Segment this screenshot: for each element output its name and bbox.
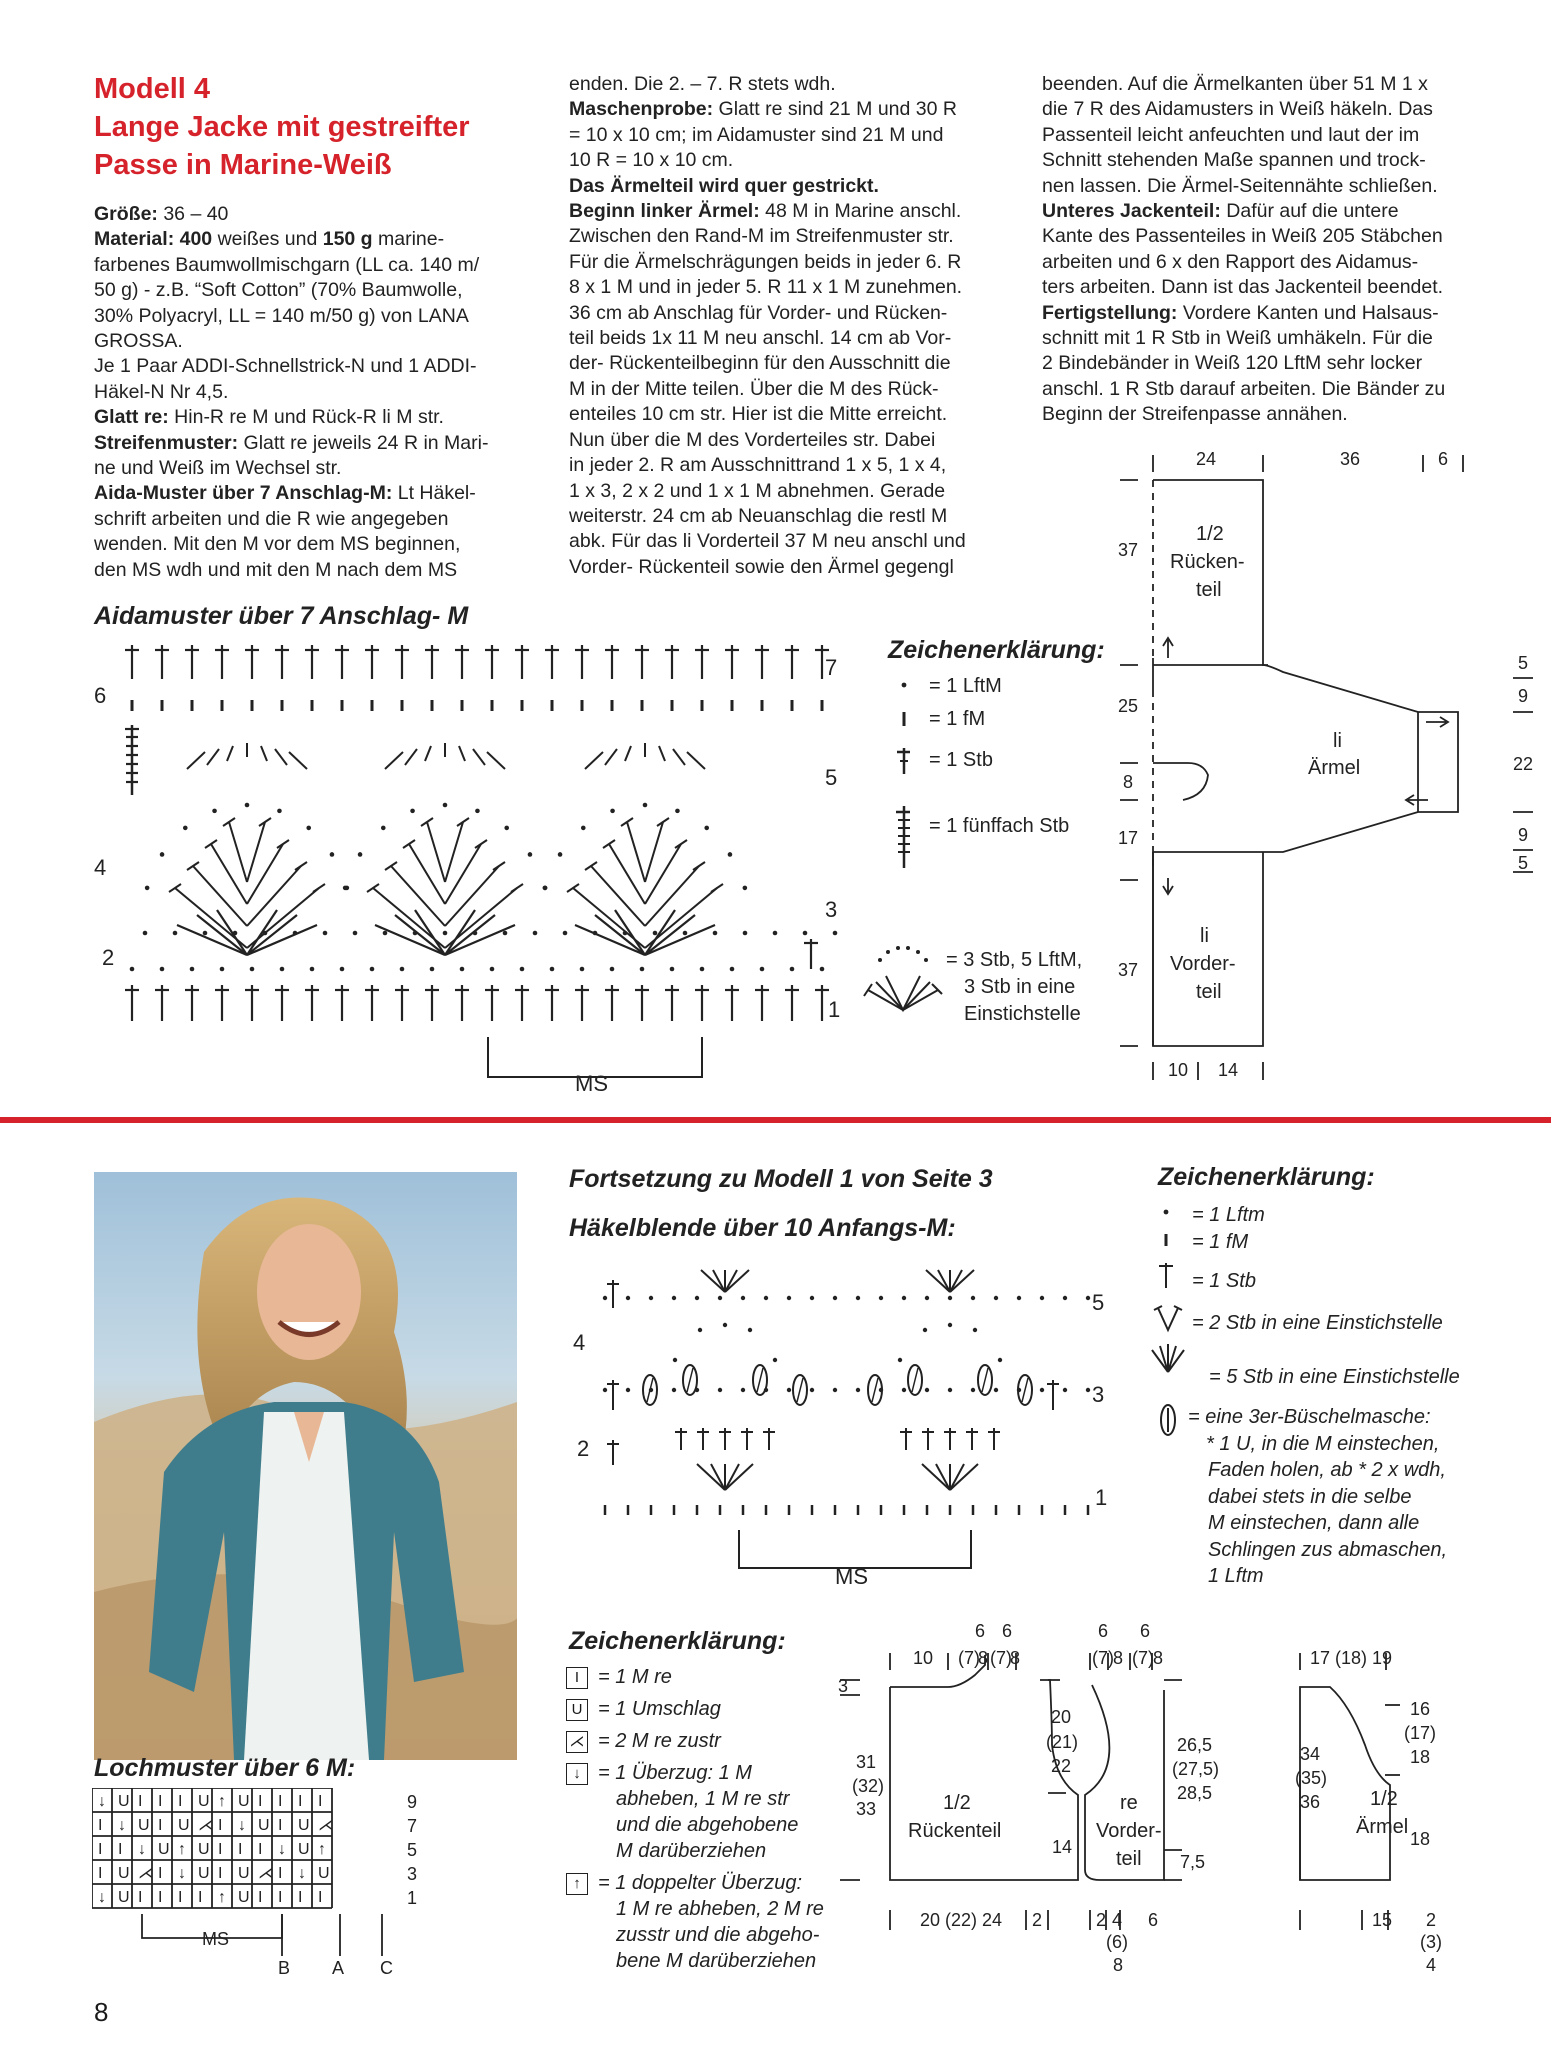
ms-label: MS [575,1071,608,1096]
svg-text:I: I [178,1793,183,1810]
grid-label: MS [202,1929,229,1949]
text-line: Glatt re: Hin-R re M und Rück-R li M str. [94,406,444,429]
piece-label: li [1200,925,1209,947]
svg-text:U: U [138,1817,150,1834]
text-line: Beginn linker Ärmel: 48 M in Marine anschl. [569,200,962,223]
svg-text:⋌: ⋌ [138,1865,154,1882]
text-line: Für die Ärmelschrägungen beids in jeder 6. R [569,250,962,273]
knit-legend-line: = 1 M re [598,1666,672,1688]
cluster-line: 1 Lftm [1208,1565,1264,1587]
svg-text:I: I [258,1889,263,1906]
model1-schematics [830,1615,1550,1985]
cluster-line: Schlingen zus abmaschen, [1208,1538,1448,1561]
text-line: 8 x 1 M und in jeder 5. R 11 x 1 M zunehmen. [569,276,963,299]
svg-text:I: I [158,1889,163,1906]
svg-text:↓: ↓ [278,1841,286,1858]
svg-text:U: U [238,1793,250,1810]
dim: 5 [1518,853,1529,873]
svg-text:↓: ↓ [98,1889,106,1906]
dim: (7) [990,1648,1012,1668]
piece-label: Rückenteil [908,1820,1002,1842]
grid-label: A [332,1958,345,1978]
cluster-line: = eine 3er-Büschelmasche: [1188,1406,1431,1428]
row-label: 3 [407,1864,418,1884]
knit-legend-line: und die abgehobene [616,1814,799,1836]
knit-symbol-icon: ↓ [566,1763,588,1785]
text-line: Nun über die M des Vorderteiles str. Dabei [569,428,936,451]
svg-text:I: I [258,1793,263,1810]
model4-column-2 [569,72,993,580]
section-divider [0,1117,1551,1123]
aida-crochet-chart [90,625,850,1100]
piece-label: Vorder- [1170,953,1236,975]
continuation-heading: Fortsetzung zu Modell 1 von Seite 3 [569,1165,993,1193]
text-line: 30% Polyacryl, LL = 140 m/50 g) von LANA [94,304,469,327]
row-label: 5 [825,765,838,790]
knit-legend-item [566,1696,866,1722]
model4-column-3 [1042,72,1469,428]
piece-label: re [1120,1792,1138,1814]
text-line: Beginn der Streifenpasse annähen. [1042,403,1348,426]
dim: 8 [1113,1955,1124,1975]
lochmuster-grid [92,1788,432,1978]
knit-legend-line: abheben, 1 M re str [616,1788,790,1810]
dim: 8 [978,1648,989,1668]
dim: (17) [1404,1723,1437,1743]
dim: (32) [852,1776,885,1796]
dim: 36 [1340,449,1361,469]
knit-legend-line: M darüberziehen [616,1840,767,1862]
dim: (6) [1106,1932,1128,1952]
text-line: ters arbeiten. Dann ist das Jackenteil beendet. [1042,276,1444,299]
row-label: 3 [1092,1382,1105,1407]
model4-schematic [1108,440,1548,1090]
knit-legend-item [566,1664,866,1690]
row-label: 2 [102,945,115,970]
text-line: enteiles 10 cm str. Hier ist die Mitte erreicht. [569,403,948,426]
dim: (27,5) [1172,1759,1220,1779]
model4-column-1 [94,202,516,583]
text-line: Kante des Passenteiles in Weiß 205 Stäbchen [1042,225,1443,248]
text-line: nen lassen. Die Ärmel-Seitennähte schließen. [1042,174,1438,197]
dim: (3) [1420,1932,1442,1952]
text-line: die 7 R des Aidamusters in Weiß häkeln. Das [1042,98,1433,121]
dim: 34 [1300,1744,1321,1764]
dim: 36 [1300,1792,1321,1812]
knit-legend-item [566,1870,866,1974]
legend-item: = 2 Stb in eine Einstichstelle [1192,1312,1443,1334]
row-label: 4 [573,1330,586,1355]
svg-text:U: U [258,1817,270,1834]
fan-line: 3 Stb in eine [964,976,1076,998]
knit-legend-line: zusstr und die abgeho- [616,1924,820,1946]
text-line: M in der Mitte teilen. Über die M des Rück- [569,377,939,400]
svg-text:I: I [278,1793,283,1810]
dim: 20 (22) 24 [920,1910,1003,1930]
row-label: 9 [407,1792,418,1812]
text-line: 10 R = 10 x 10 cm. [569,149,734,172]
svg-text:U: U [198,1793,210,1810]
piece-label: Ärmel [1308,757,1361,779]
dim: 2 [1426,1910,1437,1930]
legend-item: = 1 Stb [929,749,993,771]
svg-text:I: I [158,1817,163,1834]
model4-legend [888,636,1128,665]
dim: 8 [1123,772,1134,792]
legend-item: = 5 Stb in eine Einstichstelle [1209,1366,1460,1388]
model4-title [94,70,470,184]
legend-item: = 1 fM [1192,1231,1249,1253]
text-line: beenden. Auf die Ärmelkanten über 51 M 1 x [1042,73,1428,95]
dim: 2 [1096,1910,1107,1930]
svg-text:I: I [138,1889,143,1906]
svg-text:U: U [118,1889,130,1906]
fan-symbol [858,930,948,1015]
dim: 7,5 [1180,1852,1206,1872]
dim: 14 [1052,1837,1073,1857]
fan-line: = 3 Stb, 5 LftM, [946,949,1083,971]
text-line: arbeiten und 6 x den Rapport des Aidamus- [1042,250,1419,273]
legend-item: = 1 fünffach Stb [929,815,1070,837]
svg-text:I: I [98,1841,103,1858]
text-line: schnitt mit 1 R Stb in Weiß umhäkeln. Für die [1042,327,1433,350]
cluster-line: M einstechen, dann alle [1208,1512,1420,1534]
row-label: 1 [828,997,841,1022]
title-line: Modell 4 [94,73,211,105]
dim: 20 [1051,1707,1072,1727]
piece-label: Rücken- [1170,551,1245,573]
svg-text:I: I [218,1841,223,1858]
fan-legend [946,947,1082,1028]
svg-text:↓: ↓ [138,1841,146,1858]
text-line: Je 1 Paar ADDI-Schnellstrick-N und 1 ADDI- [94,355,477,378]
knit-legend-heading: Zeichenerklärung: [569,1627,786,1655]
piece-label: teil [1196,981,1222,1003]
dim: 4 [1426,1955,1437,1975]
model-photo [94,1172,517,1760]
row-label: 7 [825,655,838,680]
text-line: Maschenprobe: Glatt re sind 21 M und 30 R [569,98,957,121]
dim: 37 [1118,960,1139,980]
text-line: teil beids 1x 11 M neu anschl. 14 cm ab Vor- [569,327,952,350]
dim: 2 [1032,1910,1043,1930]
knit-legend-line: 1 M re abheben, 2 M re [616,1898,824,1920]
knit-legend-line: = 1 Umschlag [598,1698,721,1720]
dim: (7) [1092,1648,1114,1668]
svg-text:I: I [238,1841,243,1858]
svg-text:I: I [218,1817,223,1834]
svg-text:↑: ↑ [318,1841,326,1858]
dim: (21) [1046,1732,1079,1752]
row-label: 2 [577,1436,590,1461]
legend-heading: Zeichenerklärung: [888,636,1105,664]
cluster-legend [1188,1404,1447,1590]
legend-item: = 1 Stb [1192,1270,1256,1292]
svg-text:U: U [318,1865,330,1882]
svg-text:I: I [258,1841,263,1858]
svg-text:↓: ↓ [178,1865,186,1882]
fan-line: Einstichstelle [964,1003,1081,1025]
text-line: schrift arbeiten und die R wie angegeben [94,507,449,530]
cluster-line: dabei stets in die selbe [1208,1485,1412,1508]
knit-legend-line: bene M darüberziehen [616,1950,817,1972]
text-line: Passenteil leicht anfeuchten und laut der im [1042,123,1420,146]
dim: 9 [1518,825,1529,845]
svg-text:U: U [298,1817,310,1834]
svg-text:U: U [178,1817,190,1834]
text-line: Größe: 36 – 40 [94,203,229,225]
svg-text:I: I [118,1841,123,1858]
dim: 5 [1518,653,1529,673]
dim: 3 [838,1676,849,1696]
text-line: 36 cm ab Anschlag für Vorder- und Rücken- [569,301,948,324]
svg-text:↑: ↑ [178,1841,186,1858]
svg-text:U: U [158,1841,170,1858]
piece-label: li [1333,730,1342,752]
svg-text:I: I [298,1793,303,1810]
text-line: 2 Bindebänder in Weiß 120 LftM sehr locker [1042,352,1423,375]
ms-label: MS [835,1564,868,1589]
piece-label: Ärmel [1356,1816,1409,1838]
svg-text:I: I [98,1817,103,1834]
svg-text:⋌: ⋌ [258,1865,274,1882]
dim: (35) [1295,1768,1328,1788]
knit-legend [566,1664,866,1980]
dim: 37 [1118,540,1139,560]
grid-label: B [278,1958,291,1978]
svg-text:I: I [278,1889,283,1906]
dim: 6 [1002,1621,1013,1641]
dim: 22 [1513,754,1534,774]
dim: 6 [1140,1621,1151,1641]
svg-text:↓: ↓ [238,1817,246,1834]
text-line: = 10 x 10 cm; im Aidamuster sind 21 M und [569,123,944,146]
row-label: 6 [94,683,107,708]
knit-symbol-icon: ⋌ [566,1731,588,1753]
aida-heading: Aidamuster über 7 Anschlag- M [94,602,469,630]
row-label: 1 [407,1888,418,1908]
text-line: wenden. Mit den M vor dem MS beginnen, [94,533,461,556]
text-line: in jeder 2. R am Ausschnittrand 1 x 5, 1 x 4, [569,454,947,477]
svg-text:I: I [98,1865,103,1882]
svg-text:↓: ↓ [98,1793,106,1810]
svg-text:U: U [198,1841,210,1858]
knit-legend-line: = 1 Überzug: 1 M [598,1762,752,1784]
piece-label: 1/2 [1370,1788,1398,1810]
dim: 33 [856,1799,877,1819]
dim: (7) [958,1648,980,1668]
text-line: Das Ärmelteil wird quer gestrickt. [569,174,879,197]
knit-legend-item [566,1728,866,1754]
dim: 6 [1438,449,1449,469]
dim: 31 [856,1752,877,1772]
svg-text:I: I [278,1817,283,1834]
row-label: 1 [1095,1485,1108,1510]
text-line: enden. Die 2. – 7. R stets wdh. [569,73,836,95]
svg-text:U: U [238,1889,250,1906]
blende-heading: Häkelblende über 10 Anfangs-M: [569,1214,956,1242]
dim: 4 [1112,1910,1123,1930]
dim: 8 [1153,1648,1164,1668]
text-line: abk. Für das li Vorderteil 37 M neu anschl und [569,530,966,553]
text-line: Unteres Jackenteil: Dafür auf die untere [1042,200,1399,223]
dim: 17 [1118,828,1139,848]
piece-label: Vorder- [1096,1820,1162,1842]
title-line: Passe in Marine-Weiß [94,149,392,181]
text-line: farbenes Baumwollmischgarn (LL ca. 140 m/ [94,253,480,276]
dim: 9 [1518,686,1529,706]
dim: 6 [1098,1621,1109,1641]
row-label: 5 [407,1840,418,1860]
dim: 18 [1410,1829,1431,1849]
svg-text:I: I [298,1889,303,1906]
dim: (7) [1132,1648,1154,1668]
model1-legend-heading: Zeichenerklärung: [1158,1163,1375,1191]
knit-legend-line: = 2 M re zustr [598,1730,721,1752]
dim: 26,5 [1177,1735,1213,1755]
svg-text:I: I [318,1793,323,1810]
svg-text:U: U [238,1865,250,1882]
text-line: Vorder- Rückenteil sowie den Ärmel gegengl [569,555,954,578]
text-line: 50 g) - z.B. “Soft Cotton” (70% Baumwolle, [94,279,463,302]
text-line: der- Rückenteilbeginn für den Ausschnitt die [569,352,951,375]
dim: 18 [1410,1747,1431,1767]
dim: 14 [1218,1060,1239,1080]
text-line: Häkel-N Nr 4,5. [94,380,229,403]
legend-item: = 1 fM [929,708,986,730]
svg-text:U: U [118,1865,130,1882]
dim: 15 [1372,1910,1393,1930]
dim: 24 [1196,449,1217,469]
dim: 10 [1168,1060,1189,1080]
svg-text:I: I [138,1793,143,1810]
knit-symbol-icon: ↑ [566,1873,588,1895]
cluster-line: * 1 U, in die M einstechen, [1206,1432,1440,1455]
text-line: ne und Weiß im Wechsel str. [94,457,342,480]
svg-text:⋌: ⋌ [318,1817,334,1834]
text-line: Zwischen den Rand-M im Streifenmuster str. [569,225,954,248]
knit-symbol-icon: I [566,1667,588,1689]
lochmuster-heading: Lochmuster über 6 M: [94,1754,356,1782]
legend-item: = 1 LftM [929,675,1002,697]
piece-label: teil [1196,579,1222,601]
dim: 10 [913,1648,934,1668]
svg-text:I: I [198,1889,203,1906]
row-label: 4 [94,855,107,880]
dim: 8 [1010,1648,1021,1668]
dim: 17 (18) 19 [1310,1648,1393,1668]
cluster-line: Faden holen, ab * 2 x wdh, [1208,1459,1446,1481]
svg-text:U: U [298,1841,310,1858]
model1-continuation [569,1165,993,1243]
svg-text:↓: ↓ [298,1865,306,1882]
text-line: Aida-Muster über 7 Anschlag-M: Lt Häkel- [94,482,476,505]
piece-label: 1/2 [1196,523,1224,545]
title-line: Lange Jacke mit gestreifter [94,111,470,143]
svg-text:↑: ↑ [218,1793,226,1810]
grid-label: C [380,1958,393,1978]
dim: 16 [1410,1699,1431,1719]
dim: 6 [1148,1910,1159,1930]
piece-label: teil [1116,1848,1142,1870]
text-line: GROSSA. [94,330,183,353]
knit-legend-line: = 1 doppelter Überzug: [598,1872,803,1894]
svg-text:I: I [278,1865,283,1882]
svg-text:U: U [118,1793,130,1810]
legend-item: = 1 Lftm [1192,1204,1265,1226]
dim: 25 [1118,696,1139,716]
dim: 22 [1051,1756,1072,1776]
svg-text:I: I [178,1889,183,1906]
knit-legend-item [566,1760,866,1864]
svg-text:⋌: ⋌ [198,1817,214,1834]
piece-label: 1/2 [943,1792,971,1814]
text-line: Schnitt stehenden Maße spannen und trock- [1042,149,1426,172]
blende-crochet-chart [565,1250,1125,1600]
row-label: 3 [825,897,838,922]
dim: 28,5 [1177,1783,1213,1803]
page-number: 8 [94,1997,109,2027]
svg-text:I: I [218,1865,223,1882]
text-line: weiterstr. 24 cm ab Neuanschlag die restl M [569,504,948,527]
svg-text:I: I [158,1793,163,1810]
text-line: den MS wdh und mit den M nach dem MS [94,558,458,581]
svg-text:U: U [198,1865,210,1882]
svg-text:I: I [158,1865,163,1882]
text-line: Fertigstellung: Vordere Kanten und Halsaus- [1042,301,1439,324]
text-line: Streifenmuster: Glatt re jeweils 24 R in Mari- [94,431,489,454]
text-line: Material: 400 weißes und 150 g marine- [94,228,445,251]
dim: 8 [1113,1648,1124,1668]
dim: 6 [975,1621,986,1641]
text-line: anschl. 1 R Stb darauf arbeiten. Die Bänder zu [1042,377,1446,400]
svg-text:I: I [318,1889,323,1906]
svg-text:↑: ↑ [218,1889,226,1906]
knit-symbol-icon: U [566,1699,588,1721]
text-line: 1 x 3, 2 x 2 und 1 x 1 M abnehmen. Gerade [569,479,946,502]
row-label: 5 [1092,1290,1105,1315]
row-label: 7 [407,1816,418,1836]
svg-text:↓: ↓ [118,1817,126,1834]
